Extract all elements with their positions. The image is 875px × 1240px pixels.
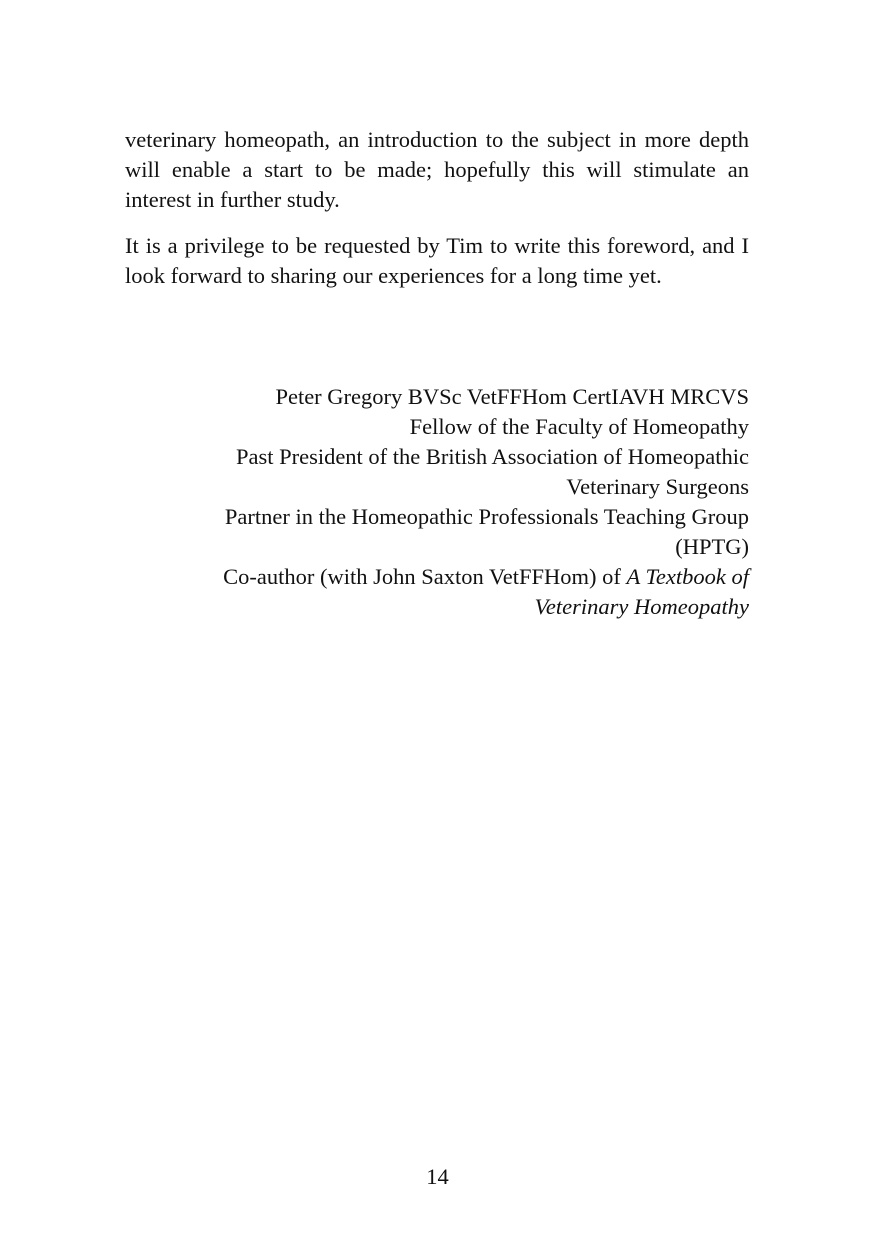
author-partner-line-cont: (HPTG) [675, 534, 749, 559]
author-past-president-line-cont: Veterinary Surgeons [566, 474, 749, 499]
body-paragraph-1: veterinary homeopath, an introduction to the subject in more depth will enable a start to be made; hopefully this will stimulate an interest in further study. [125, 127, 749, 212]
author-name-credentials: Peter Gregory BVSc VetFFHom CertIAVH MRCVS [275, 384, 749, 409]
author-signature-block [125, 382, 749, 622]
book-title-part-2: Veterinary Homeopathy [534, 594, 749, 619]
coauthor-prefix: Co-author (with John Saxton VetFFHom) of [223, 564, 627, 589]
author-coauthor-line [125, 562, 749, 592]
body-paragraph-2: It is a privilege to be requested by Tim to write this foreword, and I look forward to sharing our experiences for a long time yet. [125, 233, 749, 288]
author-past-president-line: Past President of the British Association of Homeopathic [235, 444, 749, 469]
page-number: 14 [426, 1164, 449, 1189]
author-fellowship: Fellow of the Faculty of Homeopathy [409, 414, 749, 439]
author-partner-line: Partner in the Homeopathic Professionals Teaching Group [224, 504, 749, 529]
book-title-part-1: A Textbook of [626, 564, 749, 589]
